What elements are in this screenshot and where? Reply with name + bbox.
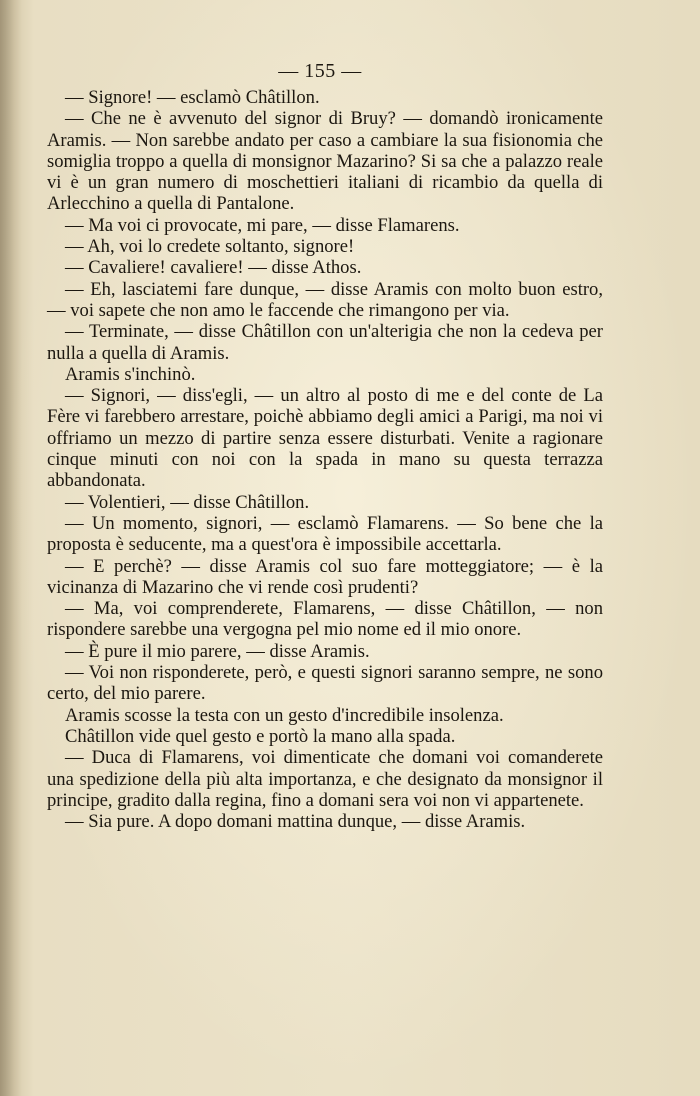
paragraph: — Signore! — esclamò Châtillon. (65, 87, 320, 108)
paragraph: — Cavaliere! cavaliere! — disse Athos. (65, 257, 362, 279)
paragraph: — E perchè? — disse Aramis col suo fare motteggiatore; — è la vicinanza di Mazarino che vi rende così prudenti? (47, 555, 603, 598)
paragraph: Aramis s'inchinò. (65, 363, 196, 385)
paragraph: — Eh, lasciatemi fare dunque, — disse Aramis con molto buon estro, — voi sapete che non amo le faccende che rimangono per via. (47, 278, 603, 321)
page-number: — 155 — (278, 60, 362, 82)
binding-shadow (0, 0, 22, 1096)
paragraph: Châtillon vide quel gesto e portò la mano alla spada. (65, 725, 456, 747)
paragraph: — Signori, — diss'egli, — un altro al posto di me e del conte de La Fère vi farebbero arrestare, poichè abbiamo degli amici a Parigi, ma noi vi offriamo un mezzo di partire senza essere disturbati. Venite a ragionare cinque minuti con noi con la spada in mano su questa terrazza abbandonata. (47, 385, 603, 492)
paragraph: — Un momento, signori, — esclamò Flamarens. — So bene che la proposta è seducente, ma a quest'ora è impossibile accettarla. (47, 512, 603, 556)
body-text (47, 87, 603, 832)
paragraph: — Terminate, — disse Châtillon con un'alterigia che non la cedeva per nulla a quella di Aramis. (47, 321, 603, 364)
paragraph: — Ma, voi comprenderete, Flamarens, — disse Châtillon, — non rispondere sarebbe una vergogna pel mio nome ed il mio onore. (47, 598, 603, 641)
paragraph: — Duca di Flamarens, voi dimenticate che domani voi comanderete una spedizione della più alta importanza, e che designato da monsignor il principe, gradito dalla regina, fino a domani sera voi non vi appartenete. (47, 747, 603, 811)
paragraph: — Voi non risponderete, però, e questi signori saranno sempre, ne sono certo, del mio parere. (47, 662, 603, 705)
paragraph: — Ma voi ci provocate, mi pare, — disse Flamarens. (65, 214, 460, 236)
paragraph: — Ah, voi lo credete soltanto, signore! (65, 236, 355, 258)
paragraph: — Volentieri, — disse Châtillon. (65, 491, 310, 513)
paragraph: — Sia pure. A dopo domani mattina dunque, — disse Aramis. (65, 811, 526, 833)
paragraph: — È pure il mio parere, — disse Aramis. (65, 640, 370, 662)
paragraph: — Che ne è avvenuto del signor di Bruy? — domandò ironicamente Aramis. — Non sarebbe andato per caso a cambiare la sua fisionomia che somiglia troppo a quella di monsignor Mazarino? Si sa che a palazzo reale vi è un gran numero di moschettieri italiani di ricambio da quella di Arlecchino a quella di Pantalone. (47, 108, 603, 215)
paragraph: Aramis scosse la testa con un gesto d'incredibile insolenza. (65, 704, 504, 726)
